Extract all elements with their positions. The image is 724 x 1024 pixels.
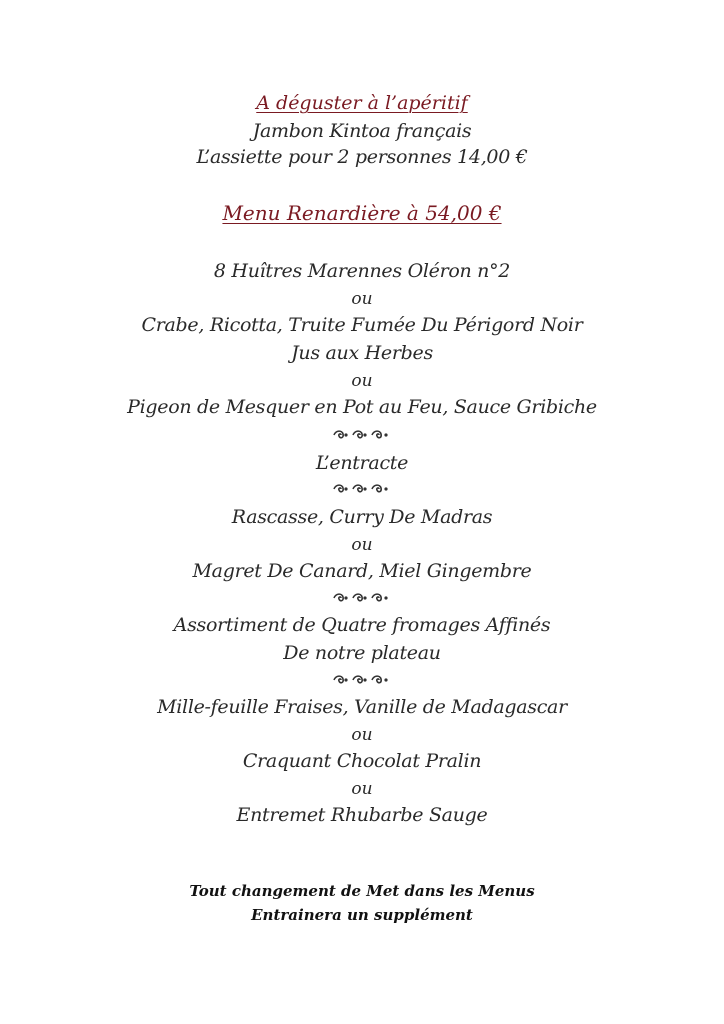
scroll-ornament-icon	[332, 674, 392, 686]
or-separator: ou	[351, 289, 373, 309]
menu-heading: Menu Renardière à 54,00 €	[222, 201, 502, 225]
starter-item: Crabe, Ricotta, Truite Fumée Du Périgord Noir	[141, 314, 583, 336]
aperitif-item: Jambon Kintoa français	[252, 120, 472, 142]
aperitif-price: L’assiette pour 2 personnes 14,00 €	[196, 146, 528, 168]
dessert-item: Craquant Chocolat Pralin	[242, 750, 482, 772]
footer-note-line2: Entrainera un supplément	[251, 906, 473, 924]
cheese-item: Assortiment de Quatre fromages Affinés	[173, 614, 551, 636]
scroll-ornament-icon	[332, 592, 392, 604]
scroll-ornament-icon	[332, 483, 392, 495]
or-separator: ou	[351, 371, 373, 391]
or-separator: ou	[351, 535, 373, 555]
entracte: L’entracte	[315, 452, 409, 474]
starter-item: Jus aux Herbes	[291, 342, 433, 364]
dessert-item: Entremet Rhubarbe Sauge	[236, 804, 488, 826]
scroll-ornament-icon	[332, 429, 392, 441]
or-separator: ou	[351, 725, 373, 745]
starter-item: Pigeon de Mesquer en Pot au Feu, Sauce Gribiche	[127, 396, 597, 418]
aperitif-heading: A déguster à l’apéritif	[256, 92, 468, 114]
or-separator: ou	[351, 779, 373, 799]
cheese-item: De notre plateau	[283, 642, 441, 664]
footer-note-line1: Tout changement de Met dans les Menus	[189, 882, 535, 900]
dessert-item: Mille-feuille Fraises, Vanille de Madagascar	[157, 696, 567, 718]
starter-item: 8 Huîtres Marennes Oléron n°2	[213, 260, 511, 282]
main-item: Magret De Canard, Miel Gingembre	[192, 560, 532, 582]
main-item: Rascasse, Curry De Madras	[231, 506, 493, 528]
